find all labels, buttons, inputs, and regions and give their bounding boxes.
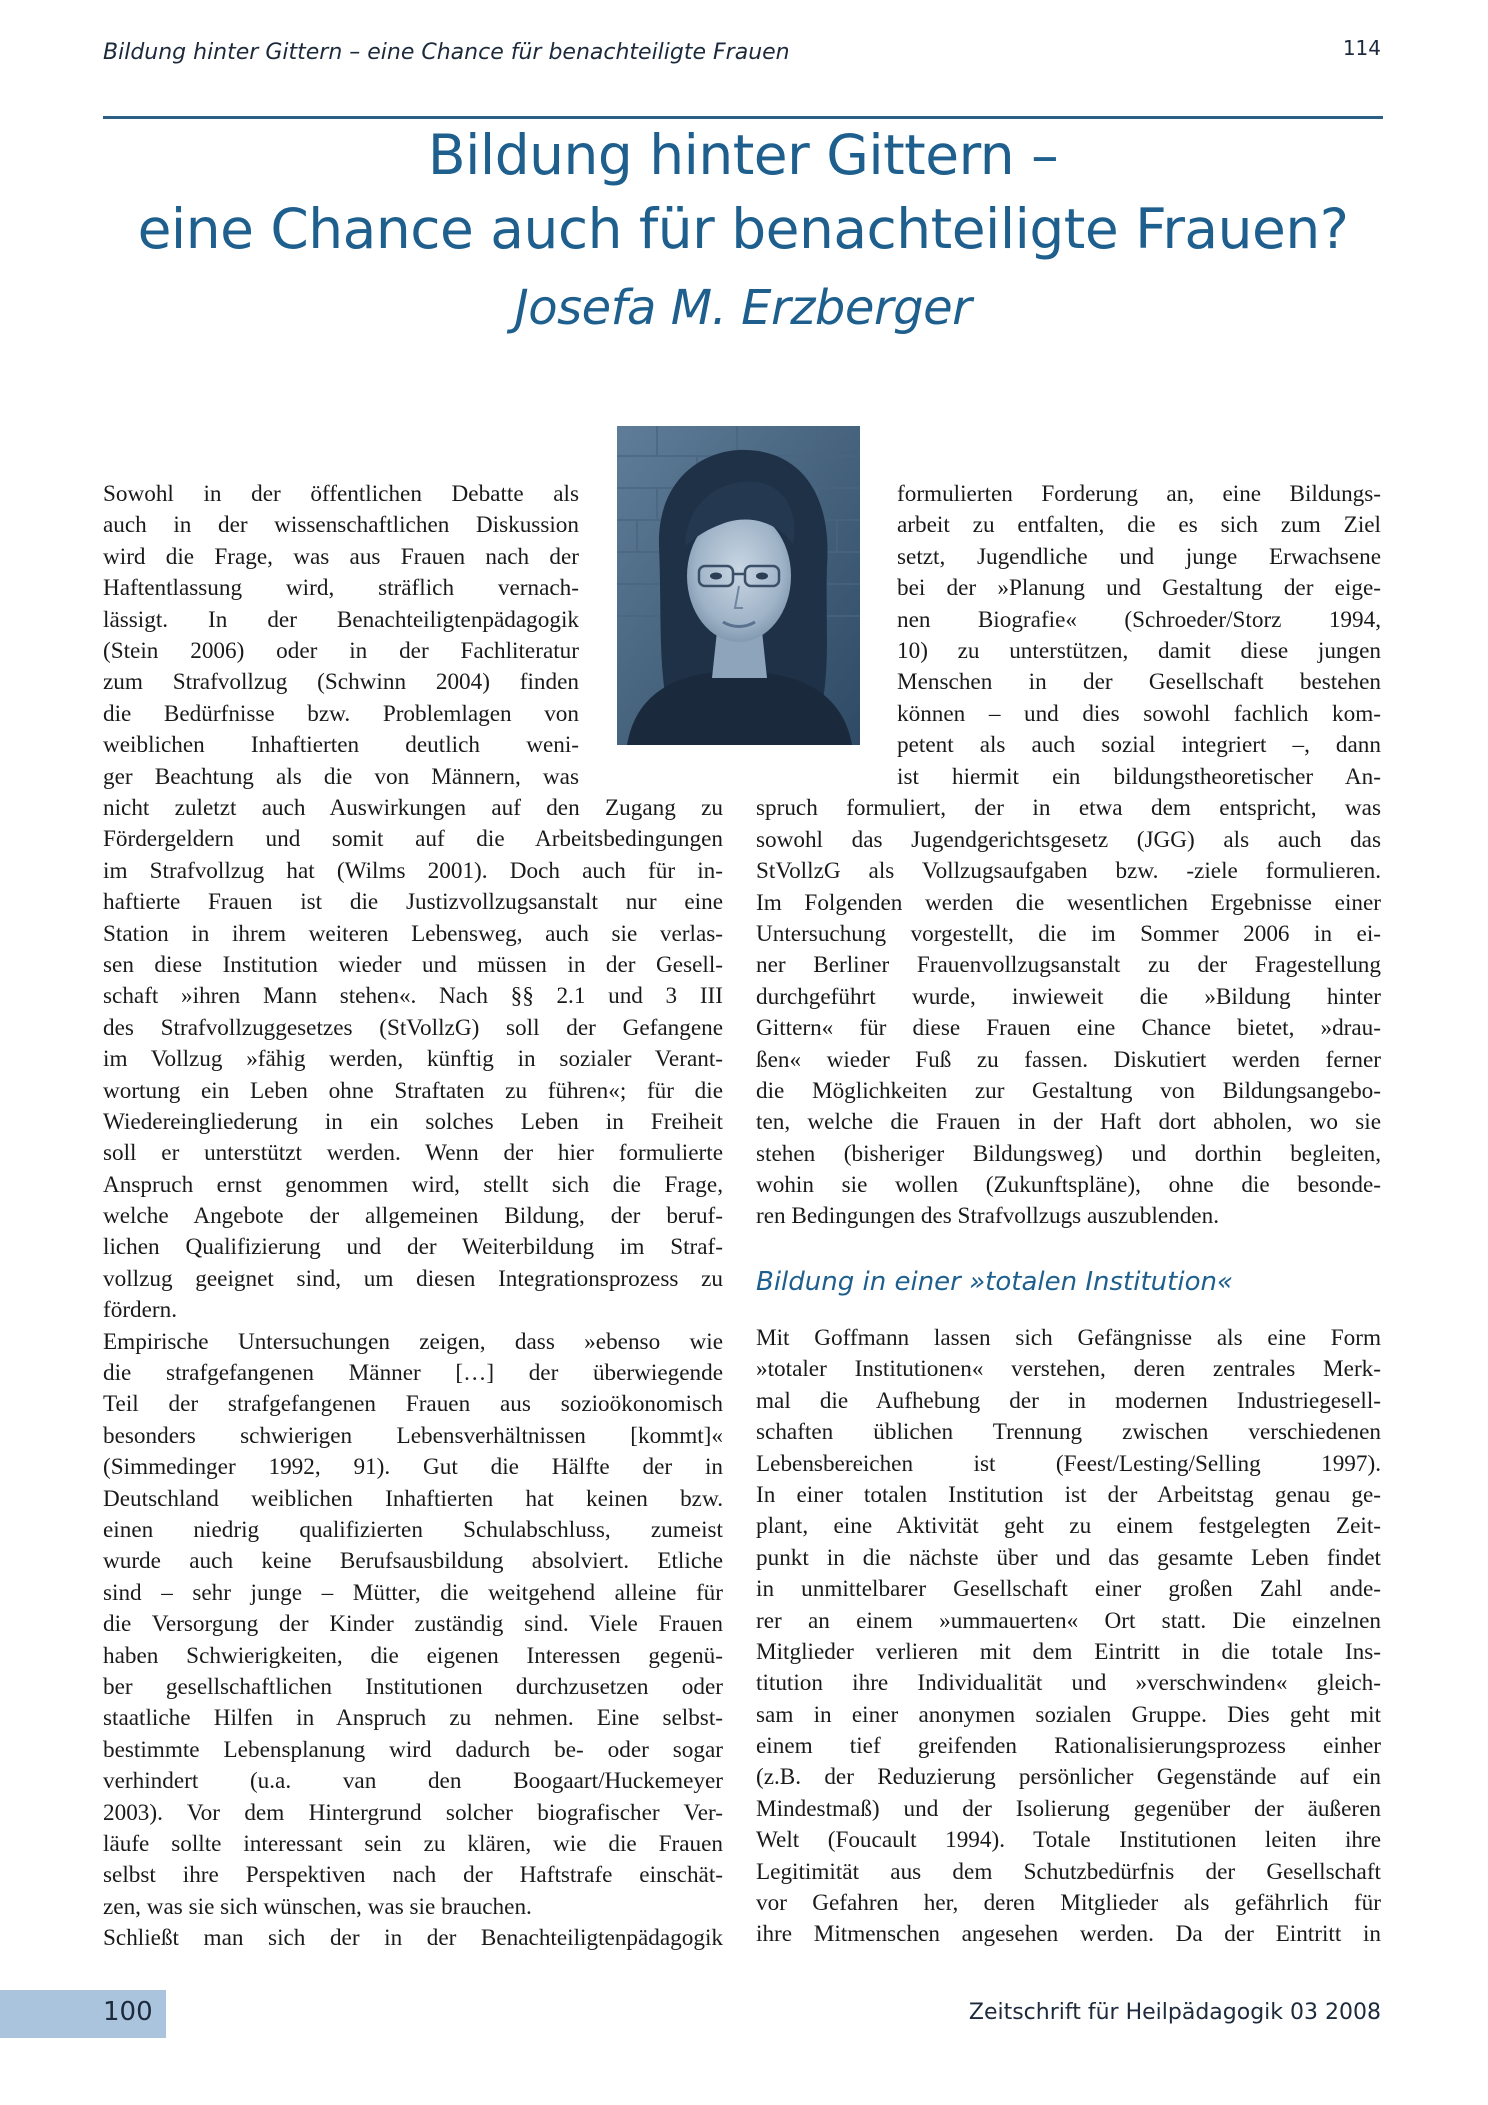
text-line: Fördergeldern und somit auf die Arbeitsbedingungen bbox=[103, 826, 723, 853]
portrait-image bbox=[617, 426, 860, 745]
text-line: Menschen in der Gesellschaft bestehen bbox=[897, 669, 1381, 696]
text-line: Mindestmaß) und der Isolierung gegenüber der äußeren bbox=[756, 1795, 1381, 1822]
article-title-line-1: Bildung hinter Gittern – bbox=[427, 123, 1059, 187]
text-line: Empirische Untersuchungen zeigen, dass »ebenso wie bbox=[103, 1328, 723, 1355]
text-line: stehen (bisheriger Bildungsweg) und dorthin begleiten, bbox=[756, 1140, 1381, 1167]
text-line: vollzug geeignet sind, um diesen Integrationsprozess zu bbox=[103, 1265, 723, 1292]
text-line: sam in einer anonymen sozialen Gruppe. Dies geht mit bbox=[756, 1701, 1381, 1728]
text-line: schaft »ihren Mann stehen«. Nach §§ 2.1 und 3 III bbox=[103, 983, 723, 1010]
text-line: verhindert (u.a. van den Boogaart/Huckemeyer bbox=[103, 1768, 723, 1795]
text-line: plant, eine Aktivität geht zu einem festgelegten Zeit- bbox=[756, 1513, 1381, 1540]
left-column-intro bbox=[103, 479, 579, 793]
text-line: ren Bedingungen des Strafvollzugs auszublenden. bbox=[756, 1203, 1219, 1230]
text-line: StVollzG als Vollzugsaufgaben bzw. -ziele formulieren. bbox=[756, 858, 1381, 885]
text-line: Mit Goffmann lassen sich Gefängnisse als eine Form bbox=[756, 1325, 1381, 1351]
text-line: Im Folgenden werden die wesentlichen Ergebnisse einer bbox=[756, 889, 1381, 916]
text-line: ßen« wieder Fuß zu fassen. Diskutiert werden ferner bbox=[756, 1046, 1381, 1073]
author-portrait bbox=[617, 426, 860, 745]
text-line: in unmittelbarer Gesellschaft einer großen Zahl ande- bbox=[756, 1576, 1381, 1603]
text-line: In einer totalen Institution ist der Arbeitstag genau ge- bbox=[756, 1481, 1381, 1508]
text-line: wird die Frage, was aus Frauen nach der bbox=[103, 543, 579, 570]
text-line: ber gesellschaftlichen Institutionen durchzusetzen oder bbox=[103, 1673, 723, 1700]
text-line: weiblichen Inhaftierten deutlich weni- bbox=[103, 732, 579, 759]
text-line: die Möglichkeiten zur Gestaltung von Bildungsangebo- bbox=[756, 1077, 1381, 1104]
text-line: Untersuchung vorgestellt, die im Sommer 2006 in ei- bbox=[756, 920, 1381, 947]
text-line: läufe sollte interessant sein zu klären, wie die Frauen bbox=[103, 1830, 723, 1857]
text-line: schaften üblichen Trennung zwischen verschiedenen bbox=[756, 1419, 1381, 1446]
text-line: Legitimität aus dem Schutzbedürfnis der Gesellschaft bbox=[756, 1858, 1381, 1885]
title-block bbox=[103, 118, 1383, 340]
text-line: rer an einem »ummauerten« Ort statt. Die einzelnen bbox=[756, 1607, 1381, 1634]
article-title bbox=[103, 118, 1383, 266]
text-line: sen diese Institution wieder und müssen in der Gesell- bbox=[103, 951, 723, 978]
text-line: (Stein 2006) oder in der Fachliteratur bbox=[103, 637, 579, 664]
text-line: zen, was sie sich wünschen, was sie brauchen. bbox=[103, 1893, 532, 1920]
text-line: Gittern« für diese Frauen eine Chance bietet, »drau- bbox=[756, 1015, 1381, 1042]
text-line: mal die Aufhebung der in modernen Industriegesell- bbox=[756, 1387, 1381, 1414]
text-line: im Vollzug »fähig werden, künftig in sozialer Verant- bbox=[103, 1046, 723, 1073]
text-line: Lebensbereichen ist (Feest/Lesting/Selling 1997). bbox=[756, 1450, 1381, 1477]
running-header bbox=[103, 36, 1383, 74]
running-header-page-number: 114 bbox=[1342, 36, 1381, 60]
right-column-intro bbox=[897, 479, 1381, 762]
text-line: bei der »Planung und Gestaltung der eige- bbox=[897, 575, 1381, 602]
text-line: Haftentlassung wird, sträflich vernach- bbox=[103, 575, 579, 602]
text-line: Anspruch ernst genommen wird, stellt sich die Frage, bbox=[103, 1171, 723, 1198]
text-line: selbst ihre Perspektiven nach der Haftstrafe einschät- bbox=[103, 1862, 723, 1889]
article-title-line-2: eine Chance auch für benachteiligte Frauen? bbox=[137, 197, 1349, 261]
text-line: arbeit zu entfalten, die es sich zum Ziel bbox=[897, 512, 1381, 539]
text-line: die Versorgung der Kinder zuständig sind. Viele Frauen bbox=[103, 1611, 723, 1638]
footer-journal-name: Zeitschrift für Heilpädagogik 03 2008 bbox=[968, 2000, 1381, 2025]
text-line: lichen Qualifizierung und der Weiterbildung im Straf- bbox=[103, 1234, 723, 1261]
text-line: fördern. bbox=[103, 1297, 178, 1324]
text-line: wortung ein Leben ohne Straftaten zu führen«; für die bbox=[103, 1077, 723, 1104]
text-line: soll er unterstützt werden. Wenn der hier formulierte bbox=[103, 1140, 723, 1167]
text-line: petent als auch sozial integriert –, dann bbox=[897, 732, 1381, 759]
text-line: durchgeführt wurde, inwieweit die »Bildung hinter bbox=[756, 983, 1381, 1010]
text-line: die Bedürfnisse bzw. Problemlagen von bbox=[103, 700, 579, 727]
text-line: »totaler Institutionen« verstehen, deren zentrales Merk- bbox=[756, 1356, 1381, 1383]
text-line: wurde auch keine Berufsausbildung absolviert. Etliche bbox=[103, 1548, 723, 1575]
text-line: Wiedereingliederung in ein solches Leben in Freiheit bbox=[103, 1108, 723, 1135]
text-line: lässigt. In der Benachteiligtenpädagogik bbox=[103, 606, 579, 633]
text-line: bestimmte Lebensplanung wird dadurch be- oder sogar bbox=[103, 1736, 723, 1763]
right-column-body bbox=[756, 762, 1381, 1233]
text-line: staatliche Hilfen in Anspruch zu nehmen. Eine selbst- bbox=[103, 1705, 723, 1732]
footer-page-number: 100 bbox=[103, 1997, 153, 2027]
text-line: ihre Mitmenschen angesehen werden. Da der Eintritt in bbox=[756, 1921, 1381, 1948]
text-line: Station in ihrem weiteren Lebensweg, auch sie verlas- bbox=[103, 920, 723, 947]
text-line: sind – sehr junge – Mütter, die weitgehend alleine für bbox=[103, 1579, 723, 1606]
text-line: nicht zuletzt auch Auswirkungen auf den Zugang zu bbox=[103, 795, 723, 821]
left-column-body bbox=[103, 793, 723, 1954]
text-line: auch in der wissenschaftlichen Diskussion bbox=[103, 512, 579, 539]
right-column-section-body bbox=[756, 1323, 1381, 1951]
text-line: (Simmedinger 1992, 91). Gut die Hälfte der in bbox=[103, 1454, 723, 1481]
text-line: ner Berliner Frauenvollzugsanstalt zu der Fragestellung bbox=[756, 952, 1381, 979]
running-header-title: Bildung hinter Gittern – eine Chance für benachteiligte Frauen bbox=[103, 40, 790, 65]
text-line: sowohl das Jugendgerichtsgesetz (JGG) als auch das bbox=[756, 826, 1381, 853]
text-line: Deutschland weiblichen Inhaftierten hat keinen bzw. bbox=[103, 1485, 723, 1512]
text-line: besonders schwierigen Lebensverhältnissen [kommt]« bbox=[103, 1422, 723, 1449]
text-line: Teil der strafgefangenen Frauen aus sozioökonomisch bbox=[103, 1391, 723, 1418]
text-line: Welt (Foucault 1994). Totale Institutionen leiten ihre bbox=[756, 1827, 1381, 1854]
text-line: nen Biografie« (Schroeder/Storz 1994, bbox=[897, 606, 1381, 633]
text-line: haben Schwierigkeiten, die eigenen Interessen gegenü- bbox=[103, 1642, 723, 1669]
text-line: zum Strafvollzug (Schwinn 2004) finden bbox=[103, 669, 579, 696]
text-line: haftierte Frauen ist die Justizvollzugsanstalt nur eine bbox=[103, 889, 723, 916]
text-line: einen niedrig qualifizierten Schulabschluss, zumeist bbox=[103, 1516, 723, 1543]
text-line: die strafgefangenen Männer […] der überwiegende bbox=[103, 1360, 723, 1387]
text-line: 10) zu unterstützen, damit diese jungen bbox=[897, 637, 1381, 664]
text-line: des Strafvollzuggesetzes (StVollzG) soll der Gefangene bbox=[103, 1014, 723, 1041]
text-line: einem tief greifenden Rationalisierungsprozess einher bbox=[756, 1733, 1381, 1760]
text-line: Sowohl in der öffentlichen Debatte als bbox=[103, 481, 579, 507]
section-heading: Bildung in einer »totalen Institution« bbox=[756, 1267, 1234, 1297]
text-line: können – und dies sowohl fachlich kom- bbox=[897, 700, 1381, 727]
text-line: formulierten Forderung an, eine Bildungs- bbox=[897, 481, 1381, 507]
text-line: ten, welche die Frauen in der Haft dort abholen, wo sie bbox=[756, 1109, 1381, 1136]
text-line: setzt, Jugendliche und junge Erwachsene bbox=[897, 543, 1381, 570]
text-line: spruch formuliert, der in etwa dem entspricht, was bbox=[756, 795, 1381, 822]
text-line: Schließt man sich der in der Benachteiligtenpädagogik bbox=[103, 1925, 723, 1952]
article-author: Josefa M. Erzberger bbox=[514, 280, 972, 336]
text-line: (z.B. der Reduzierung persönlicher Gegenstände auf ein bbox=[756, 1764, 1381, 1791]
text-line: 2003). Vor dem Hintergrund solcher biografischer Ver- bbox=[103, 1799, 723, 1826]
text-line: titution ihre Individualität und »verschwinden« gleich- bbox=[756, 1670, 1381, 1697]
text-line: welche Angebote der allgemeinen Bildung, der beruf- bbox=[103, 1203, 723, 1230]
text-line: Mitglieder verlieren mit dem Eintritt in die totale Ins- bbox=[756, 1638, 1381, 1665]
text-line: vor Gefahren her, deren Mitglieder als gefährlich für bbox=[756, 1890, 1381, 1917]
text-line: wohin sie wollen (Zukunftspläne), ohne die besonde- bbox=[756, 1172, 1381, 1199]
text-line: ist hiermit ein bildungstheoretischer An- bbox=[897, 764, 1381, 790]
text-line: ger Beachtung als die von Männern, was bbox=[103, 763, 579, 790]
text-line: im Strafvollzug hat (Wilms 2001). Doch auch für in- bbox=[103, 857, 723, 884]
text-line: punkt in die nächste über und das gesamte Leben findet bbox=[756, 1544, 1381, 1571]
